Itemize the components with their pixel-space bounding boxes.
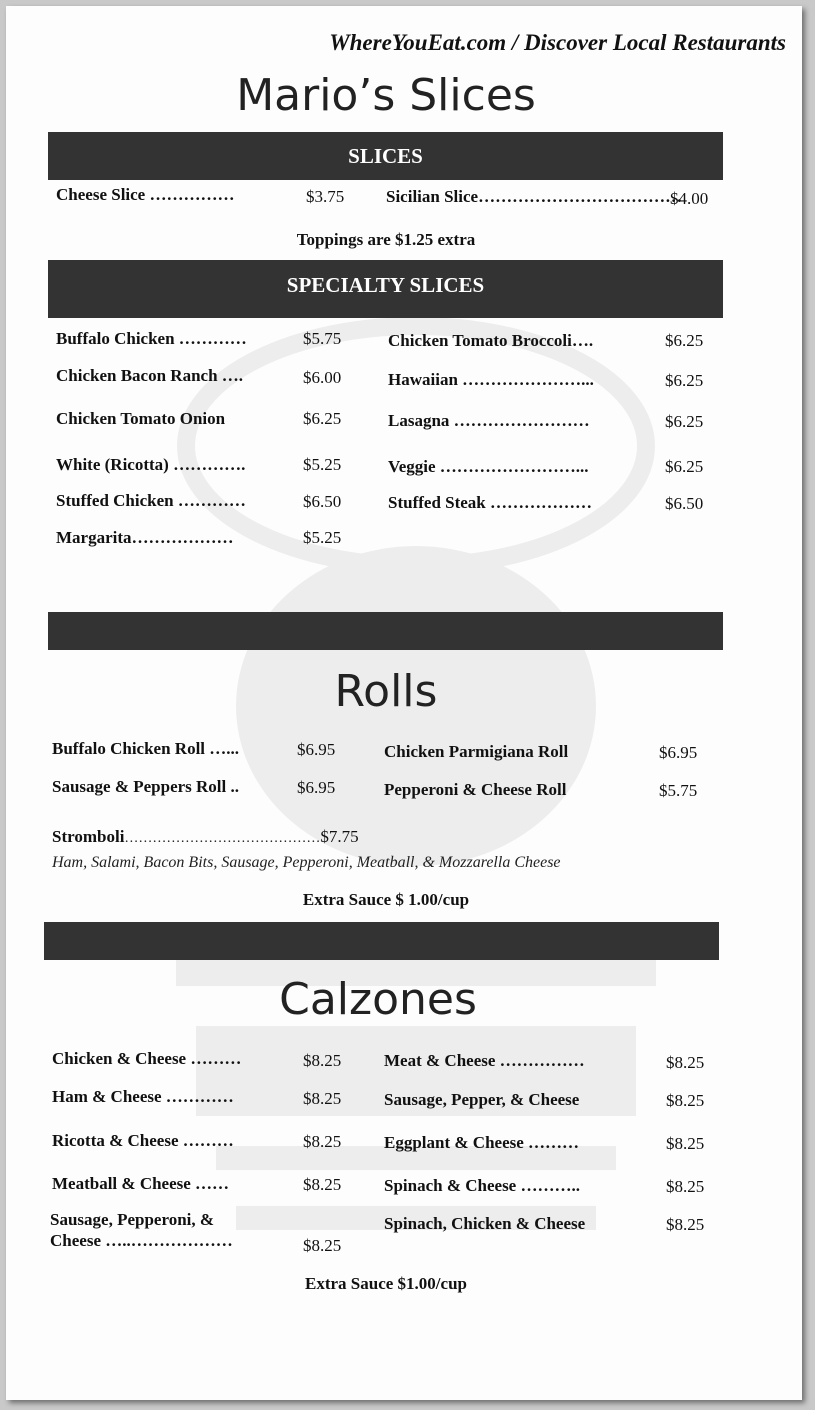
menu-item-name: Eggplant & Cheese ……… — [384, 1133, 580, 1152]
menu-item-name: White (Ricotta) …………. — [56, 455, 246, 474]
menu-item-name: Hawaiian …………………... — [388, 370, 594, 389]
menu-item-price: $8.25 — [666, 1053, 705, 1072]
menu-item-price: $6.25 — [303, 409, 342, 428]
menu-item-name: Stuffed Steak ……………… — [388, 493, 593, 512]
menu-item-name: Stuffed Chicken ………… — [56, 491, 246, 510]
menu-item-name-line1: Sausage, Pepperoni, & — [50, 1210, 215, 1229]
stromboli-item — [52, 826, 359, 849]
menu-item-name: Spinach, Chicken & Cheese — [384, 1214, 586, 1233]
stromboli-name: Stromboli — [52, 827, 125, 846]
menu-item-name: Pepperoni & Cheese Roll — [384, 780, 567, 799]
menu-item-price: $6.95 — [297, 740, 336, 759]
specialty-header-bar — [48, 260, 723, 318]
menu-item-name: Chicken & Cheese ……… — [52, 1049, 242, 1068]
menu-item-name: Buffalo Chicken Roll …... — [52, 739, 240, 758]
menu-item-price: $8.25 — [303, 1089, 342, 1108]
menu-item-price: $6.95 — [659, 743, 698, 762]
stromboli-leader-dots: …………………………………… — [124, 831, 321, 846]
stromboli-price: $7.75 — [320, 827, 359, 846]
menu-item-price: $6.25 — [665, 412, 704, 431]
rolls-heading: Rolls — [334, 666, 438, 717]
specialty-heading: SPECIALTY SLICES — [286, 273, 485, 297]
rolls-extra-sauce-note: Extra Sauce $ 1.00/cup — [302, 890, 470, 909]
menu-item-price: $6.95 — [297, 778, 336, 797]
menu-item-name: Chicken Parmigiana Roll — [384, 742, 569, 761]
menu-item-name: Meat & Cheese …………… — [384, 1051, 585, 1070]
menu-item-name: Chicken Bacon Ranch …. — [56, 366, 244, 385]
menu-item-name: Spinach & Cheese ……….. — [384, 1176, 580, 1195]
menu-item-price: $6.25 — [665, 457, 704, 476]
restaurant-name: Mario’s Slices — [236, 70, 536, 121]
slices-header-bar — [48, 132, 723, 180]
menu-item-name: Margarita……………… — [56, 528, 234, 547]
menu-item-name: Veggie ……………………... — [388, 457, 589, 476]
menu-item-price: $3.75 — [306, 187, 345, 206]
menu-item-name: Ricotta & Cheese ……… — [52, 1131, 234, 1150]
menu-item-name: Sausage & Peppers Roll .. — [52, 777, 239, 796]
menu-item-name: Lasagna …………………… — [388, 411, 590, 430]
slices-heading: SLICES — [348, 144, 423, 168]
calzones-heading: Calzones — [279, 974, 477, 1025]
menu-item-name: Ham & Cheese ………… — [52, 1087, 234, 1106]
menu-item-name-line2: Cheese …..……………… — [50, 1231, 233, 1250]
menu-item-price: $5.25 — [303, 455, 342, 474]
menu-item-price: $5.25 — [303, 528, 342, 547]
menu-item-price: $8.25 — [666, 1134, 705, 1153]
menu-item-name: Buffalo Chicken ………… — [56, 329, 247, 348]
calzones-extra-sauce-note: Extra Sauce $1.00/cup — [305, 1274, 467, 1293]
menu-item-name: Chicken Tomato Broccoli…. — [388, 331, 594, 350]
menu-item-price: $6.25 — [665, 331, 704, 350]
toppings-note: Toppings are $1.25 extra — [296, 230, 476, 249]
menu-item-name: Meatball & Cheese …… — [52, 1174, 230, 1193]
menu-item-name: Sausage, Pepper, & Cheese — [384, 1090, 580, 1109]
menu-item-price: $8.25 — [666, 1215, 705, 1234]
menu-page — [6, 6, 802, 1400]
menu-item-price: $8.25 — [666, 1091, 705, 1110]
menu-item-price: $6.50 — [303, 492, 342, 511]
menu-item-price: $8.25 — [303, 1051, 342, 1070]
menu-item-price: $8.25 — [303, 1175, 342, 1194]
menu-item-price: $8.25 — [666, 1177, 705, 1196]
menu-item-price: $5.75 — [659, 781, 698, 800]
menu-item-price: $8.25 — [303, 1236, 342, 1255]
menu-item-price: $8.25 — [303, 1132, 342, 1151]
menu-item-price: $6.50 — [665, 494, 704, 513]
menu-item-name: Sicilian Slice……………………………… — [386, 187, 683, 206]
menu-item-name: Cheese Slice …………… — [56, 185, 235, 204]
section-divider-bar — [48, 612, 723, 650]
menu-item-price: $4.00 — [670, 189, 709, 208]
menu-item-price: $5.75 — [303, 329, 342, 348]
menu-item-price: $6.00 — [303, 368, 342, 387]
stromboli-description: Ham, Salami, Bacon Bits, Sausage, Pepperoni, Meatball, & Mozzarella Cheese — [52, 854, 561, 871]
site-header: WhereYouEat.com / Discover Local Restaurants — [329, 30, 786, 55]
section-divider-bar — [44, 922, 719, 960]
menu-item-price: $6.25 — [665, 371, 704, 390]
menu-item-name: Chicken Tomato Onion — [56, 409, 226, 428]
